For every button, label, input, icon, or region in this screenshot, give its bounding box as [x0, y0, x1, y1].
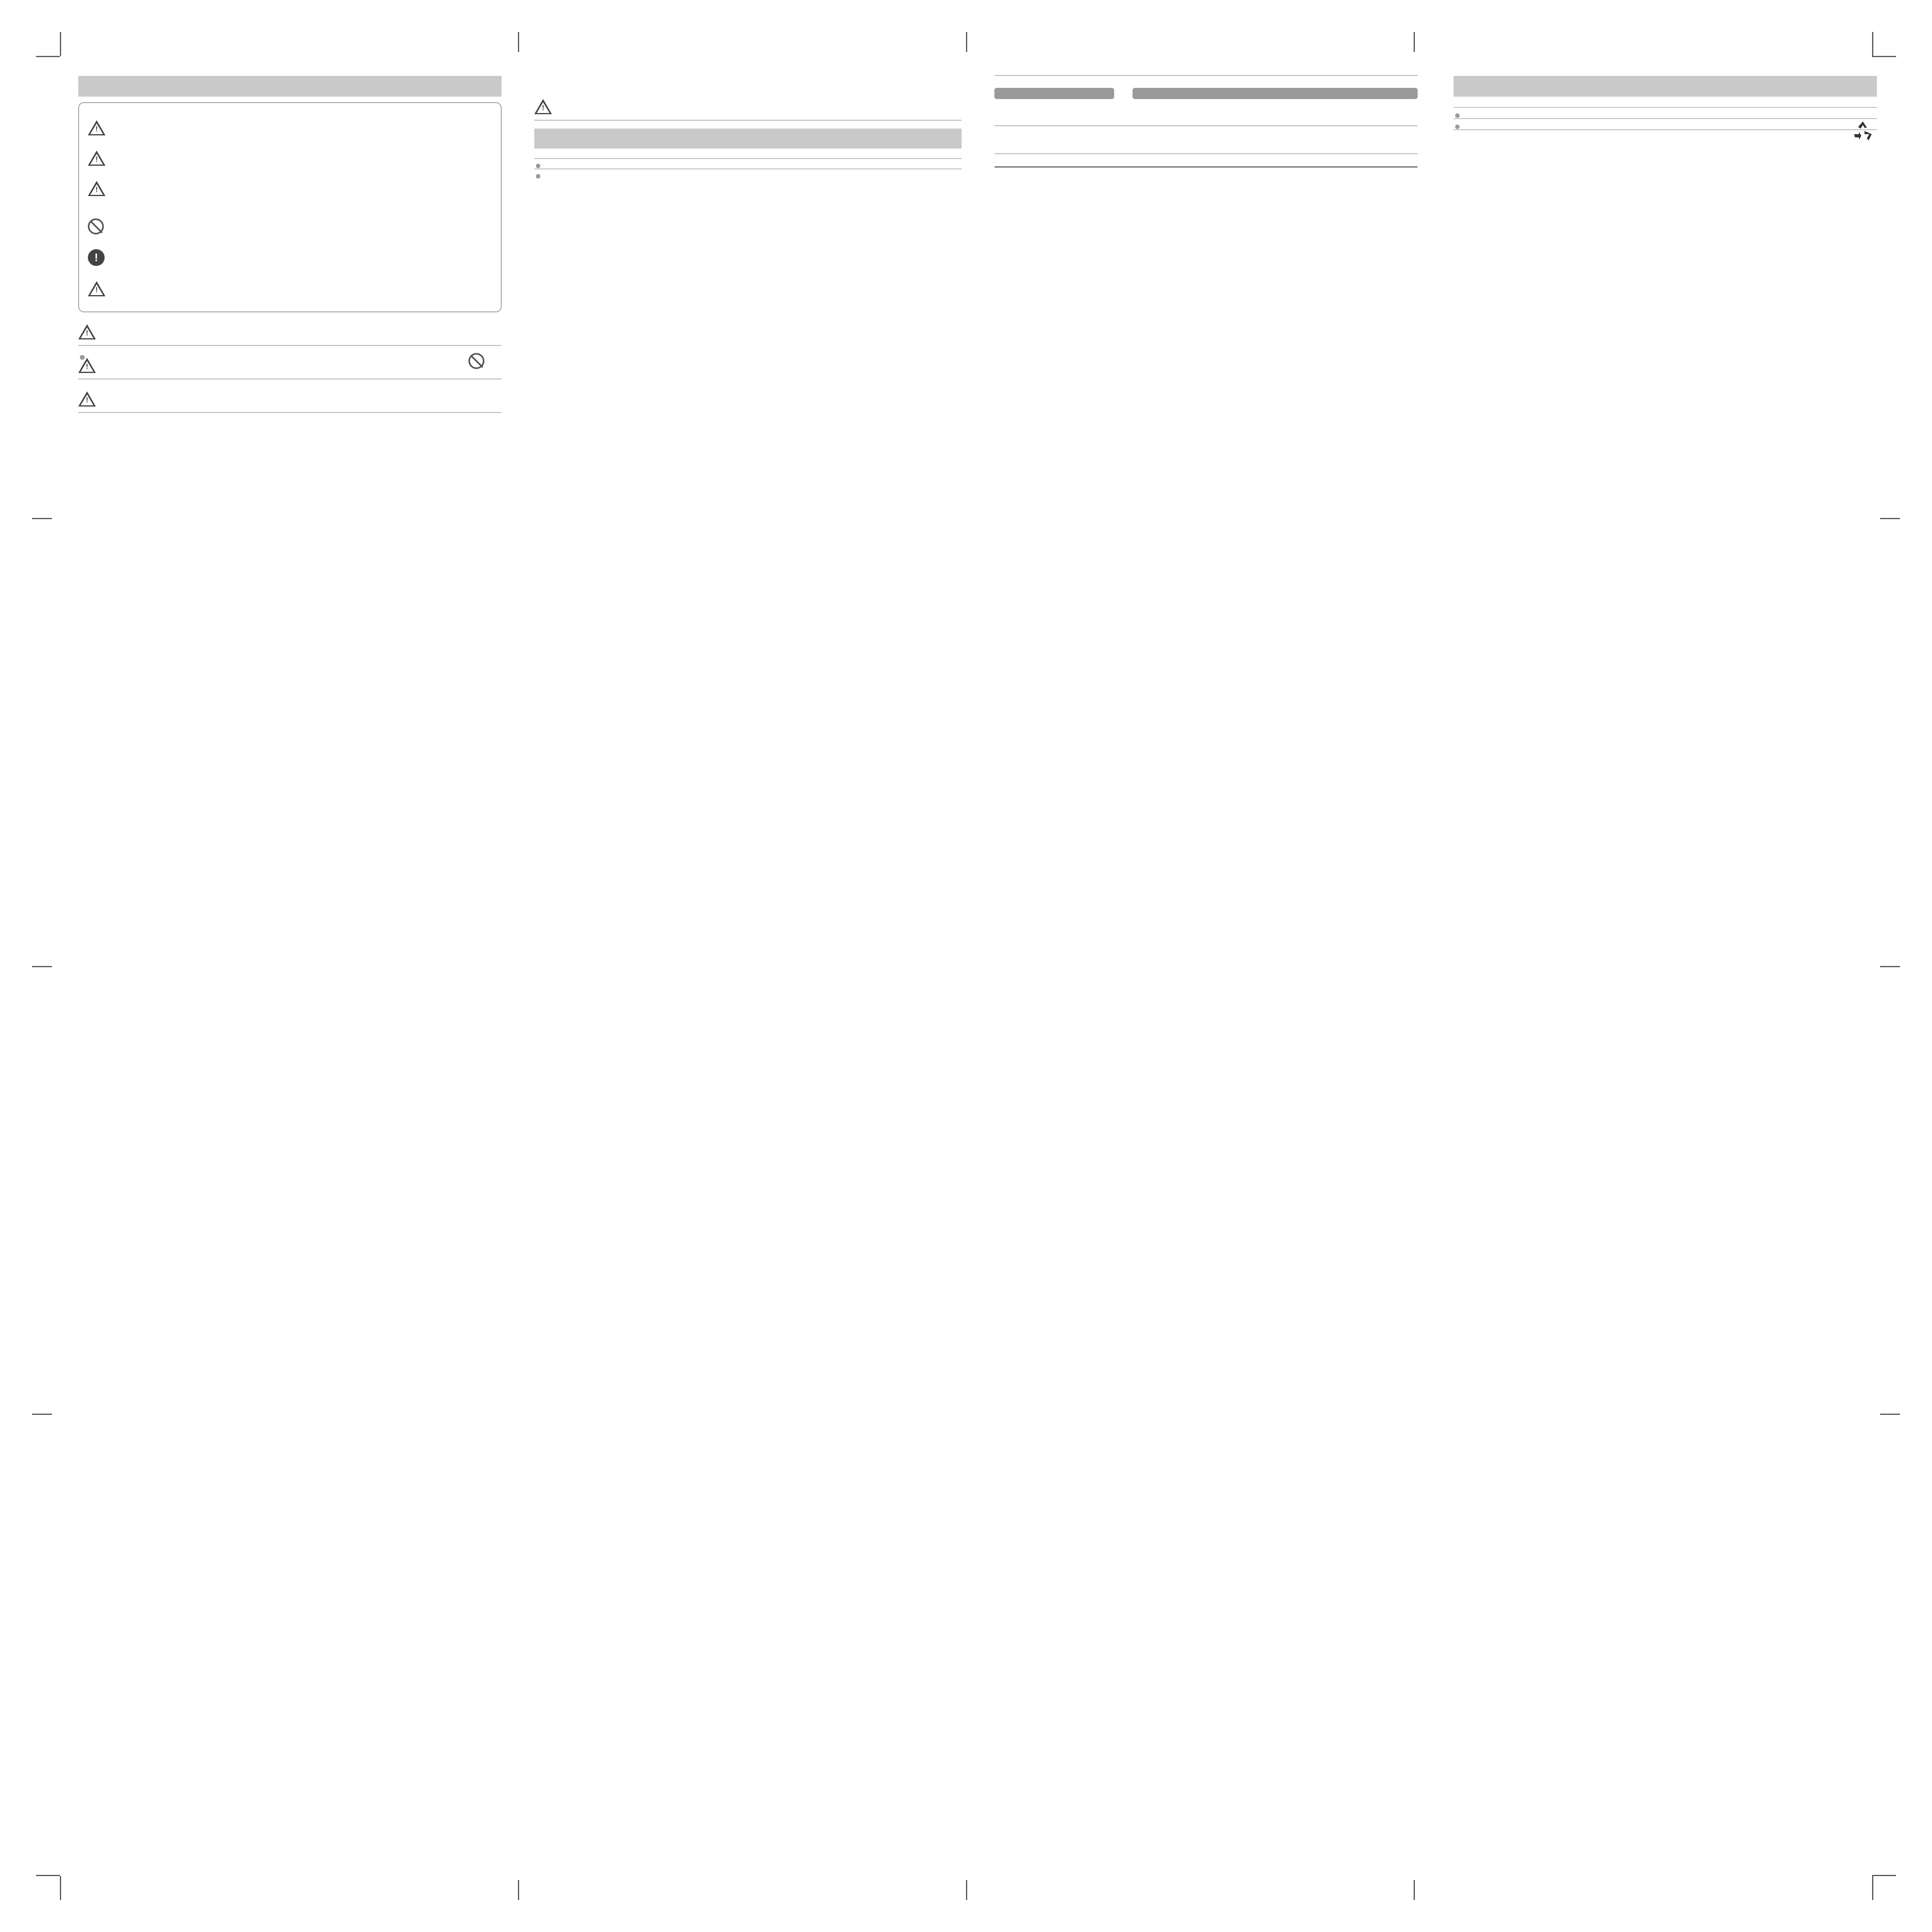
storing-title: [534, 157, 962, 159]
crop-mark: [518, 32, 519, 52]
symbol-row: [88, 211, 492, 242]
warning-triangle-icon: !: [88, 151, 105, 166]
warning-heading: [78, 358, 502, 373]
prohibited-icon: [468, 353, 484, 369]
prohibited-icon: [88, 218, 104, 234]
crop-mark: [966, 32, 967, 52]
crop-mark: [36, 56, 60, 57]
crop-mark: [60, 32, 61, 56]
troubleshooting-title-row: [994, 72, 1418, 76]
classification-box: [78, 102, 502, 312]
faq-title: [994, 123, 1418, 126]
crop-mark: [32, 966, 52, 967]
troubleshooting-header: [994, 88, 1418, 99]
spec-table: [994, 166, 1418, 168]
attention-triangle-icon: !: [78, 391, 96, 407]
mandatory-icon: !: [88, 249, 105, 266]
warning-triangle-icon: !: [78, 358, 96, 373]
classification-attention: [88, 173, 492, 204]
danger-heading: [78, 324, 502, 339]
crop-mark: [32, 518, 52, 519]
section-title-safety: [78, 76, 502, 97]
section-title-after-sales: [1454, 76, 1877, 97]
header-causes: [1133, 88, 1418, 99]
recycle-icon: [1849, 120, 1877, 144]
column-safety: [78, 76, 502, 1932]
maintenance-title: [534, 167, 962, 169]
crop-mark: [1880, 518, 1900, 519]
warning-power-heading: [534, 99, 962, 114]
spec-title: [994, 151, 1418, 154]
crop-mark: [966, 1880, 967, 1900]
column-troubleshooting: [994, 72, 1418, 1932]
crop-mark: [36, 1875, 60, 1876]
warning-triangle-icon: !: [534, 99, 552, 114]
classification-warning: [88, 143, 492, 173]
attention-heading: [78, 391, 502, 407]
crop-mark: [1872, 32, 1873, 56]
consult-title: [1454, 128, 1877, 130]
attention-triangle-icon: !: [88, 181, 105, 196]
danger-triangle-icon: !: [78, 324, 96, 339]
header-problem: [994, 88, 1114, 99]
crop-mark: [1414, 32, 1415, 52]
section-title-additional: [534, 129, 962, 149]
crop-mark: [1880, 1414, 1900, 1415]
caution-icon: !: [88, 281, 105, 296]
crop-mark: [32, 1414, 52, 1415]
crop-mark: [518, 1880, 519, 1900]
crop-mark: [1880, 966, 1900, 967]
battery-title: [1454, 105, 1877, 108]
crop-mark: [60, 1876, 61, 1900]
crop-mark: [1872, 56, 1896, 57]
column-after-sales: [1454, 76, 1877, 1932]
classification-danger: [88, 113, 492, 143]
symbol-row: [88, 273, 492, 304]
symbol-row: [88, 242, 492, 273]
column-warnings-continued: [534, 87, 962, 1932]
danger-triangle-icon: !: [88, 120, 105, 135]
dispose-title: [1454, 117, 1877, 119]
